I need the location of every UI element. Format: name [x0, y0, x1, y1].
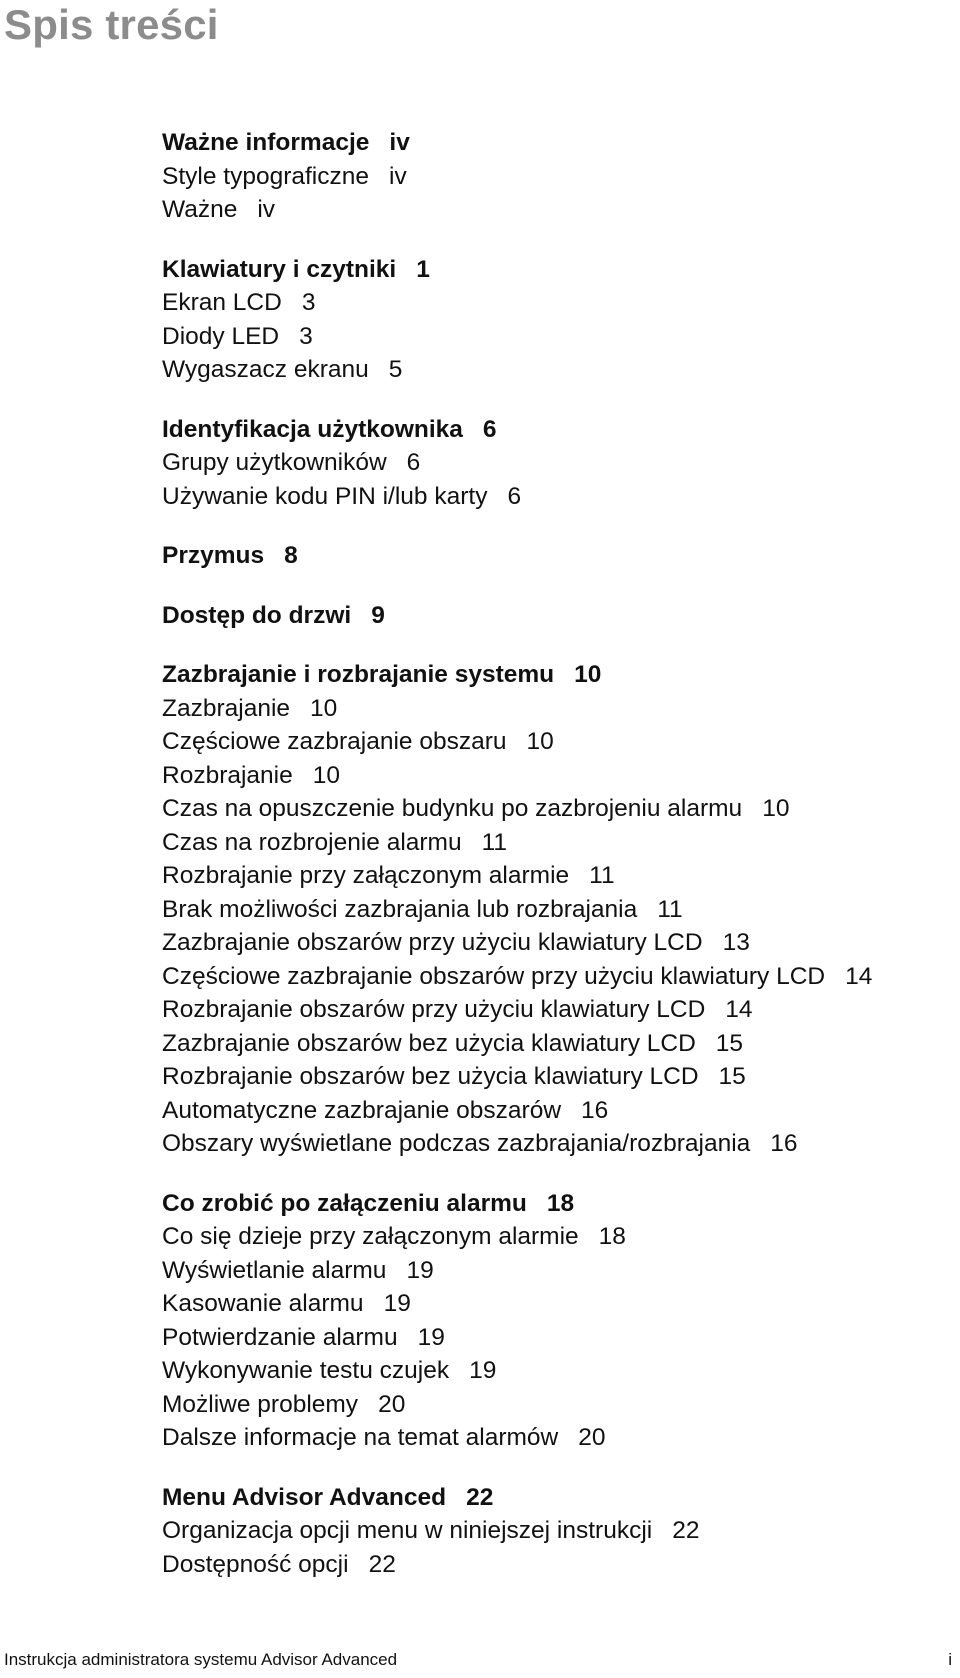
toc-subsection-link[interactable] — [162, 1027, 942, 1061]
toc-page-number: 10 — [574, 661, 602, 688]
toc-page-number: 13 — [722, 929, 750, 956]
toc-entry-title: Style typograficzne — [162, 162, 369, 190]
toc-entry-title: Organizacja opcji menu w niniejszej instrukcji — [162, 1517, 653, 1544]
toc-page-number: 3 — [301, 289, 316, 316]
toc-subsection-link[interactable] — [162, 286, 942, 320]
toc-entry-title: Przymus — [162, 542, 265, 569]
toc-page-number: 3 — [299, 322, 313, 350]
toc-subsection-link[interactable] — [162, 1354, 942, 1388]
toc-page-number: 20 — [378, 1390, 406, 1418]
toc-page-number: 15 — [715, 1029, 744, 1057]
toc-page-number: 10 — [310, 694, 338, 722]
toc-chapter-link[interactable] — [162, 1187, 942, 1221]
toc-subsection-link[interactable] — [162, 446, 942, 480]
toc-chapter-link[interactable] — [162, 658, 942, 692]
toc-entry-title: Wyświetlanie alarmu — [162, 1256, 387, 1284]
toc-entry-title: Menu Advisor Advanced — [162, 1483, 447, 1511]
toc-chapter-link[interactable] — [162, 126, 942, 160]
table-of-contents — [162, 126, 942, 1607]
toc-entry-title: Zazbrajanie obszarów bez użycia klawiatury LCD — [162, 1029, 696, 1057]
toc-subsection-link[interactable] — [162, 859, 942, 893]
toc-entry-title: Kasowanie alarmu — [162, 1290, 364, 1317]
toc-section — [162, 126, 942, 227]
toc-entry-title: Identyfikacja użytkownika — [162, 415, 463, 443]
toc-subsection-link[interactable] — [162, 1094, 942, 1128]
toc-entry-title: Co się dzieje przy załączonym alarmie — [162, 1223, 579, 1250]
toc-entry-title: Dalsze informacje na temat alarmów — [162, 1424, 559, 1451]
toc-entry-title: Możliwe problemy — [162, 1390, 359, 1418]
toc-subsection-link[interactable] — [162, 320, 942, 354]
toc-subsection-link[interactable] — [162, 1321, 942, 1355]
toc-page-number: 8 — [284, 542, 298, 569]
toc-page-number: 10 — [762, 795, 790, 822]
toc-subsection-link[interactable] — [162, 1127, 942, 1161]
footer-page-number: i — [948, 1650, 952, 1669]
toc-section — [162, 413, 942, 514]
toc-entry-title: Zazbrajanie obszarów przy użyciu klawiatury LCD — [162, 929, 703, 956]
toc-subsection-link[interactable] — [162, 759, 942, 793]
footer-document-title: Instrukcja administratora systemu Advisor Advanced — [4, 1650, 398, 1669]
toc-entry-title: Częściowe zazbrajanie obszaru — [162, 728, 507, 755]
toc-subsection-link[interactable] — [162, 692, 942, 726]
toc-entry-title: Co zrobić po załączeniu alarmu — [162, 1189, 527, 1217]
toc-entry-title: Ważne informacje — [162, 129, 370, 156]
page-footer — [4, 1650, 952, 1670]
toc-page-number: 16 — [770, 1130, 798, 1157]
toc-page-number: 1 — [416, 255, 430, 283]
toc-entry-title: Dostępność opcji — [162, 1550, 349, 1578]
toc-chapter-link[interactable] — [162, 253, 942, 287]
toc-page-number: iv — [389, 162, 407, 190]
toc-page-number: 18 — [598, 1223, 626, 1250]
toc-page-number: 6 — [507, 482, 522, 510]
toc-entry-title: Dostęp do drzwi — [162, 601, 352, 629]
toc-entry-title: Obszary wyświetlane podczas zazbrajania/rozbrajania — [162, 1130, 751, 1157]
toc-section — [162, 1187, 942, 1455]
toc-entry-title: Rozbrajanie obszarów przy użyciu klawiatury LCD — [162, 996, 706, 1023]
toc-entry-title: Ekran LCD — [162, 289, 282, 316]
toc-subsection-link[interactable] — [162, 193, 942, 227]
toc-entry-title: Czas na opuszczenie budynku po zazbrojeniu alarmu — [162, 795, 743, 822]
toc-chapter-link[interactable] — [162, 413, 942, 447]
toc-entry-title: Wykonywanie testu czujek — [162, 1357, 450, 1384]
toc-subsection-link[interactable] — [162, 960, 942, 994]
toc-section — [162, 599, 942, 633]
toc-entry-title: Ważne — [162, 196, 238, 223]
toc-page-number: 18 — [546, 1189, 575, 1217]
toc-chapter-link[interactable] — [162, 539, 942, 573]
toc-entry-title: Czas na rozbrojenie alarmu — [162, 828, 462, 856]
toc-subsection-link[interactable] — [162, 1421, 942, 1455]
toc-entry-title: Klawiatury i czytniki — [162, 255, 397, 283]
toc-subsection-link[interactable] — [162, 725, 942, 759]
toc-subsection-link[interactable] — [162, 1388, 942, 1422]
toc-page-number: 14 — [725, 996, 753, 1023]
toc-subsection-link[interactable] — [162, 160, 942, 194]
toc-section — [162, 1481, 942, 1582]
toc-entry-title: Częściowe zazbrajanie obszarów przy użyciu klawiatury LCD — [162, 962, 826, 990]
toc-page-number: 16 — [581, 1096, 609, 1124]
toc-subsection-link[interactable] — [162, 826, 942, 860]
toc-subsection-link[interactable] — [162, 993, 942, 1027]
toc-page-number: 11 — [481, 828, 508, 856]
toc-entry-title: Diody LED — [162, 322, 280, 350]
toc-entry-title: Wygaszacz ekranu — [162, 356, 369, 383]
toc-page-number: 22 — [368, 1550, 396, 1578]
toc-page-number: 5 — [388, 356, 403, 383]
toc-subsection-link[interactable] — [162, 1220, 942, 1254]
toc-subsection-link[interactable] — [162, 893, 942, 927]
toc-section — [162, 253, 942, 387]
toc-page-number: 20 — [578, 1424, 606, 1451]
toc-page-number: 22 — [672, 1517, 700, 1544]
toc-entry-title: Rozbrajanie przy załączonym alarmie — [162, 862, 570, 889]
toc-subsection-link[interactable] — [162, 1514, 942, 1548]
toc-subsection-link[interactable] — [162, 1287, 942, 1321]
toc-entry-title: Grupy użytkowników — [162, 449, 387, 476]
toc-entry-title: Potwierdzanie alarmu — [162, 1323, 398, 1351]
toc-page-number: 9 — [371, 601, 385, 629]
toc-subsection-link[interactable] — [162, 1254, 942, 1288]
toc-subsection-link[interactable] — [162, 926, 942, 960]
page-title: Spis treści — [4, 1, 219, 48]
toc-entry-title: Zazbrajanie — [162, 694, 291, 722]
toc-section — [162, 539, 942, 573]
toc-page-number: 14 — [845, 962, 873, 990]
toc-page-number: iv — [257, 196, 276, 223]
toc-entry-title: Rozbrajanie obszarów bez użycia klawiatury LCD — [162, 1063, 699, 1090]
toc-subsection-link[interactable] — [162, 792, 942, 826]
toc-entry-title: Używanie kodu PIN i/lub karty — [162, 482, 488, 510]
toc-subsection-link[interactable] — [162, 353, 942, 387]
toc-page-number: 15 — [718, 1063, 746, 1090]
toc-chapter-link[interactable] — [162, 599, 942, 633]
toc-chapter-link[interactable] — [162, 1481, 942, 1515]
toc-subsection-link[interactable] — [162, 1060, 942, 1094]
toc-entry-title: Brak możliwości zazbrajania lub rozbrajania — [162, 895, 638, 923]
toc-page-number: 10 — [312, 761, 341, 789]
toc-page-number: 11 — [657, 895, 683, 923]
toc-subsection-link[interactable] — [162, 480, 942, 514]
toc-page-number: 19 — [417, 1323, 445, 1351]
toc-page-number: 19 — [406, 1256, 434, 1284]
toc-subsection-link[interactable] — [162, 1548, 942, 1582]
toc-page-number: 6 — [482, 415, 497, 443]
toc-page-number: 19 — [383, 1290, 411, 1317]
toc-entry-title: Automatyczne zazbrajanie obszarów — [162, 1096, 562, 1124]
toc-entry-title: Rozbrajanie — [162, 761, 293, 789]
toc-section — [162, 658, 942, 1161]
toc-page-number: iv — [389, 129, 410, 156]
toc-page-number: 6 — [406, 449, 421, 476]
toc-entry-title: Zazbrajanie i rozbrajanie systemu — [162, 661, 555, 688]
toc-page-number: 22 — [466, 1483, 494, 1511]
toc-page-number: 10 — [526, 728, 554, 755]
toc-page-number: 11 — [589, 862, 615, 889]
toc-page-number: 19 — [469, 1357, 497, 1384]
